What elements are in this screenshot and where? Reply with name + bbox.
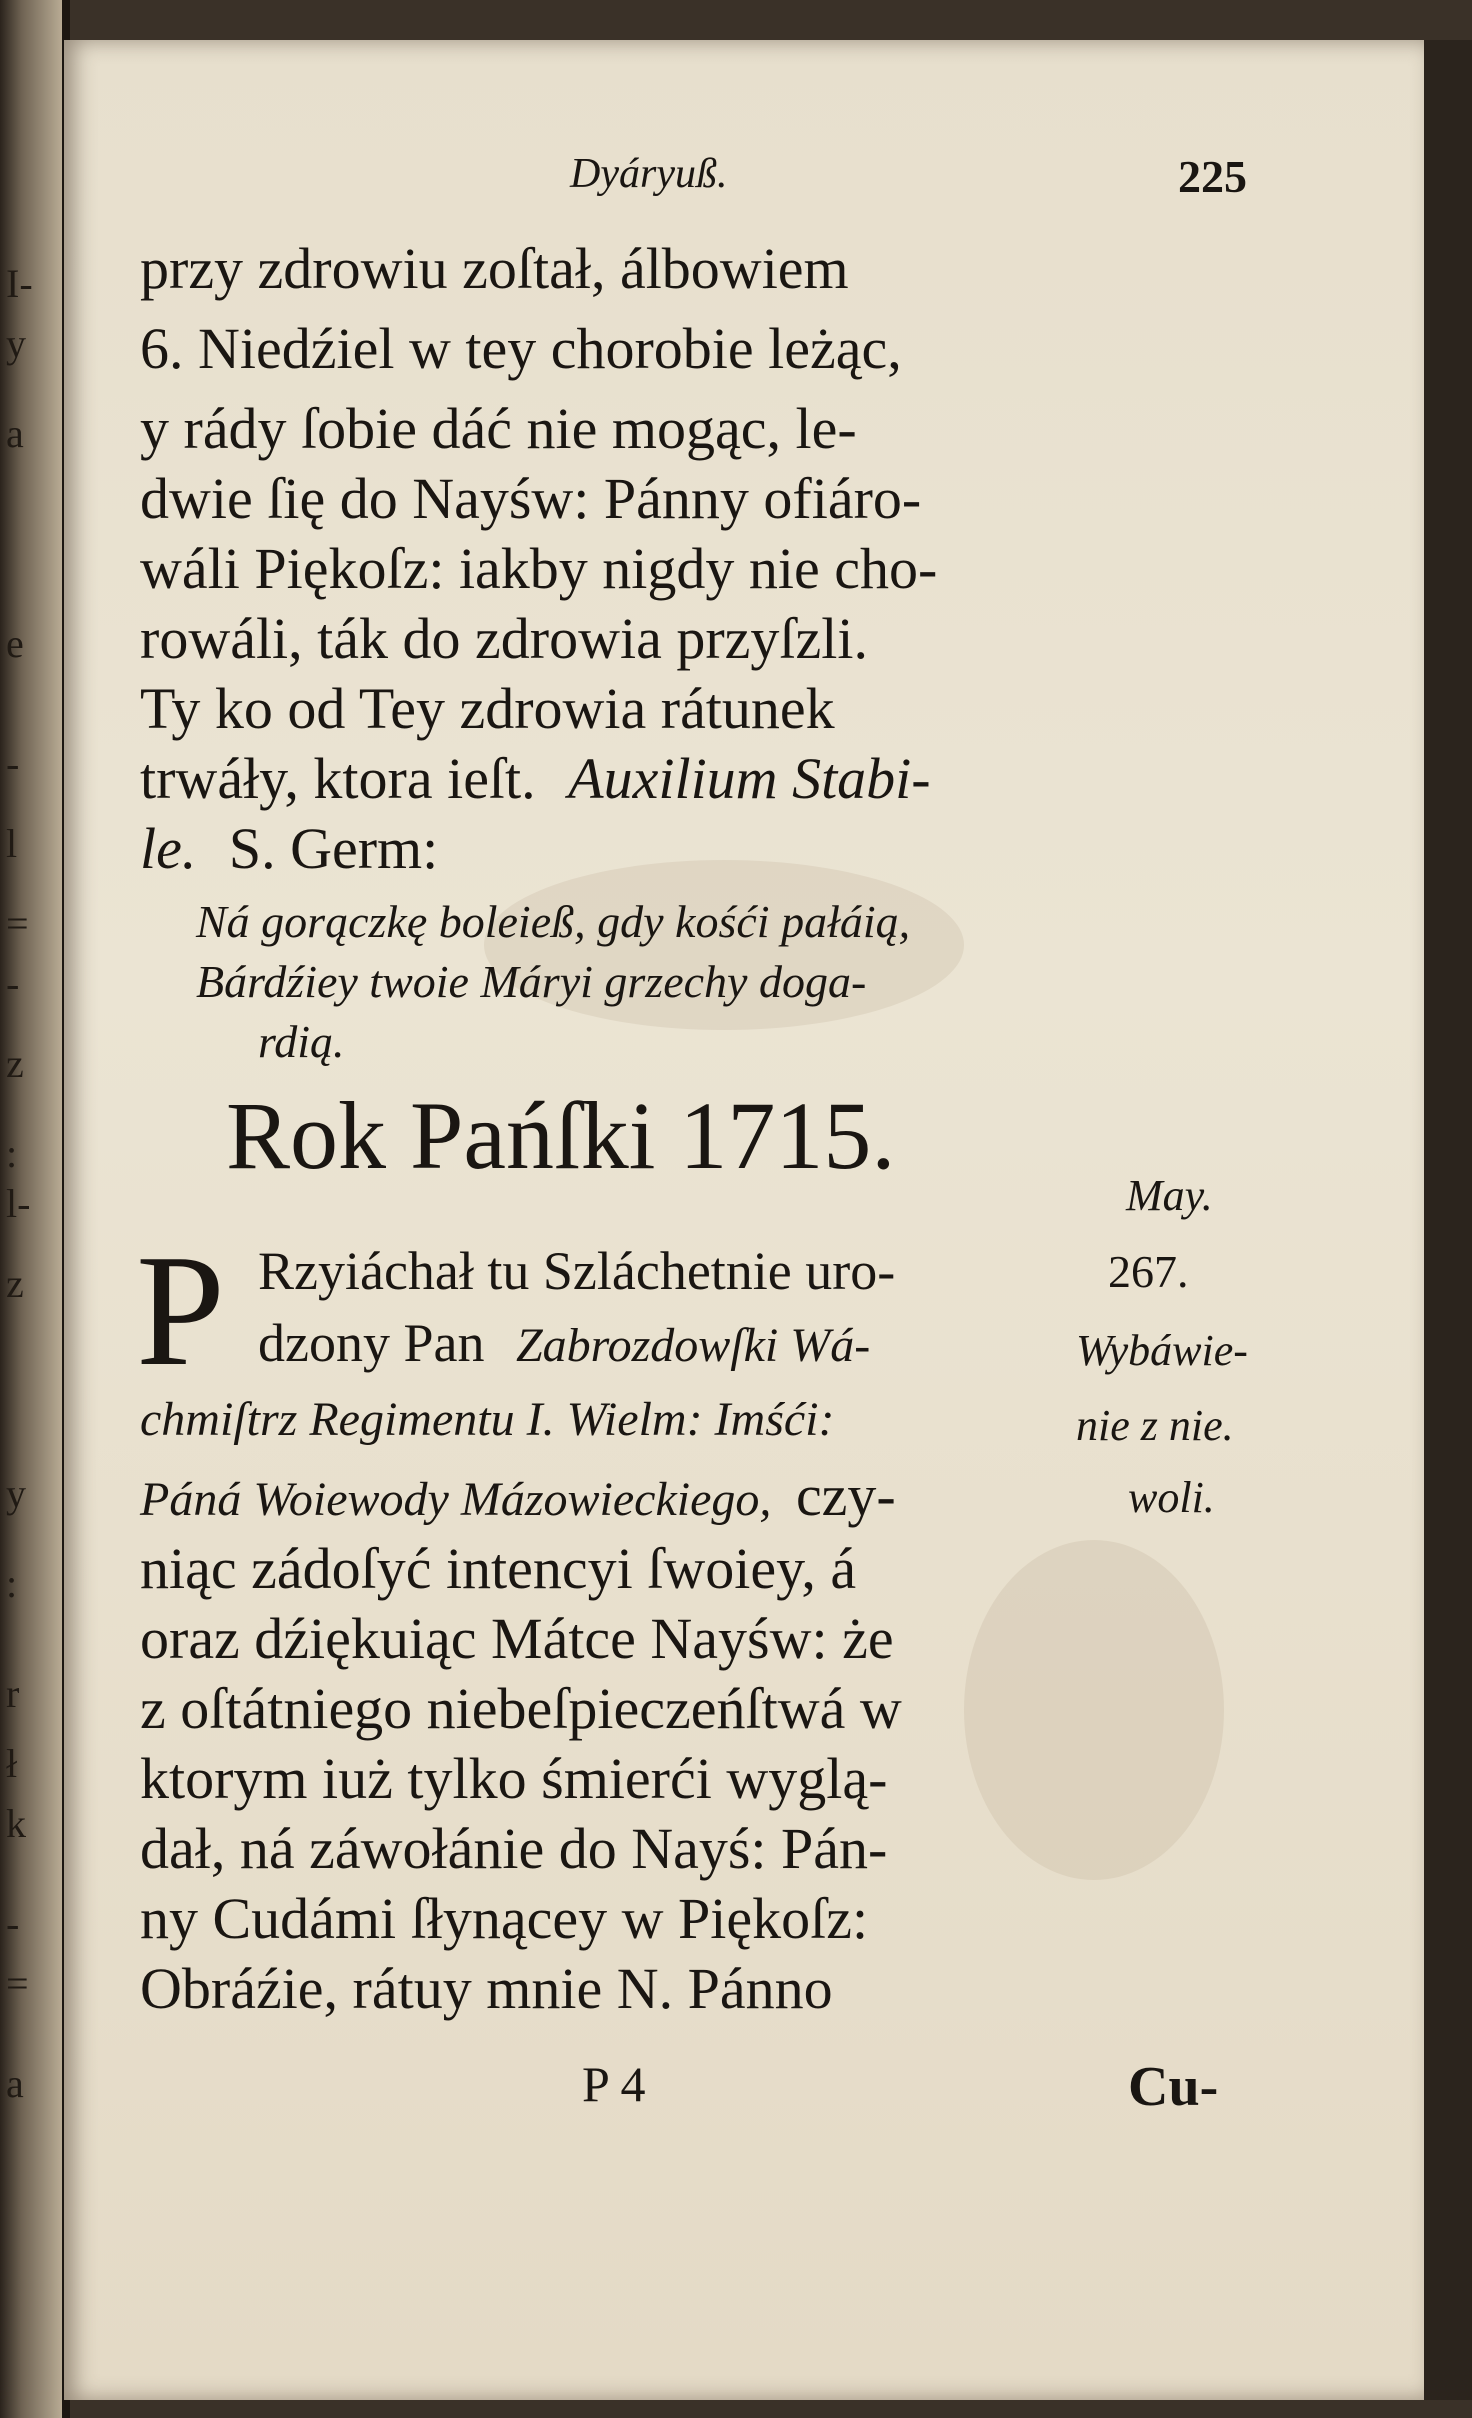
fragment: = xyxy=(6,901,29,946)
latin-phrase: Auxilium Stabi- xyxy=(568,746,931,811)
latin-phrase: le. xyxy=(140,816,197,881)
fragment: y xyxy=(6,1471,26,1516)
text-line: Rzyiáchał tu Szláchetnie uro- xyxy=(258,1241,896,1301)
text-line: niąc zádoſyć intencyi ſwoiey, á xyxy=(140,1536,857,1601)
text-line: z oſtátniego niebeſpieczeńſtwá w xyxy=(140,1676,902,1741)
text-line xyxy=(258,1312,870,1374)
text-segment: trwáły, ktora ieſt. xyxy=(140,746,536,811)
text-segment: S. Germ: xyxy=(228,816,439,881)
paper-stain xyxy=(964,1540,1224,1880)
drop-cap: P xyxy=(136,1221,225,1399)
fragment: z xyxy=(6,1261,24,1306)
text-line xyxy=(140,1462,896,1529)
text-line: dwie ſię do Nayśw: Pánny ofiáro- xyxy=(140,466,922,531)
verse-line: Ná gorączkę boleieß, gdy kośći pałáią, xyxy=(196,896,911,947)
signature-mark: P 4 xyxy=(582,2056,646,2112)
fragment: - xyxy=(6,1901,20,1946)
text-segment: dzony Pan xyxy=(258,1313,485,1373)
book-page xyxy=(64,40,1424,2400)
margin-note-line: nie z nie. xyxy=(1076,1401,1234,1450)
margin-note-line: 267. xyxy=(1108,1246,1189,1297)
fragment: : xyxy=(6,1131,18,1176)
fragment: k xyxy=(6,1801,26,1846)
fragment: y xyxy=(6,321,26,366)
fragment: z xyxy=(6,1041,24,1086)
fragment: r xyxy=(6,1671,20,1716)
fragment: a xyxy=(6,411,24,456)
verse-line: rdią. xyxy=(258,1016,345,1067)
fragment: l- xyxy=(6,1181,31,1226)
catchword: Cu- xyxy=(1128,2056,1219,2118)
text-line: przy zdrowiu zoſtał, álbowiem xyxy=(140,236,849,301)
fragment: = xyxy=(6,1961,29,2006)
fragment: a xyxy=(6,2061,24,2106)
fragment: - xyxy=(6,961,20,1006)
margin-note-line: Wybáwie- xyxy=(1076,1326,1248,1375)
verse-line: Bárdźiey twoie Máryi grzechy doga- xyxy=(196,956,867,1007)
fragment: e xyxy=(6,621,24,666)
fragment: l xyxy=(6,821,18,866)
text-line xyxy=(140,745,931,812)
fragment: ł xyxy=(6,1741,18,1786)
text-line: 6. Niedźiel w tey chorobie leżąc, xyxy=(140,316,902,381)
right-page-edge xyxy=(1424,40,1472,2400)
text-line: ktorym iuż tylko śmierći wyglą- xyxy=(140,1746,888,1811)
text-line: rowáli, ták do zdrowia przyſzli. xyxy=(140,606,868,671)
running-head: Dyáryuß. xyxy=(570,151,728,197)
text-line: oraz dźiękuiąc Mátce Nayśw: że xyxy=(140,1606,894,1671)
margin-note-line: woli. xyxy=(1128,1473,1215,1522)
text-segment: czy- xyxy=(795,1463,896,1528)
margin-note-line: May. xyxy=(1126,1171,1213,1220)
text-line: chmiſtrz Regimentu I. Wielm: Imśći: xyxy=(140,1393,835,1446)
text-line: ny Cudámi ſłynącey w Piękoſz: xyxy=(140,1886,869,1951)
fragment: : xyxy=(6,1561,18,1606)
name-segment: Zabrozdowſki Wá- xyxy=(515,1319,871,1372)
page-number: 225 xyxy=(1178,151,1247,202)
text-line: dał, ná záwołánie do Nayś: Pán- xyxy=(140,1816,888,1881)
section-heading: Rok Pańſki 1715. xyxy=(226,1082,896,1189)
name-segment: Páná Woiewody Mázowieckiego, xyxy=(140,1473,772,1526)
text-line: wáli Piękoſz: iakby nigdy nie cho- xyxy=(140,536,938,601)
text-line xyxy=(140,815,438,882)
previous-page-fragments xyxy=(0,0,70,2418)
text-line: y rády ſobie dáć nie mogąc, le- xyxy=(140,396,857,461)
fragment: I- xyxy=(6,261,33,306)
fragment: - xyxy=(6,741,20,786)
text-line: Ty ko od Tey zdrowia rátunek xyxy=(140,676,835,741)
text-line: Obráźie, rátuy mnie N. Pánno xyxy=(140,1956,833,2021)
